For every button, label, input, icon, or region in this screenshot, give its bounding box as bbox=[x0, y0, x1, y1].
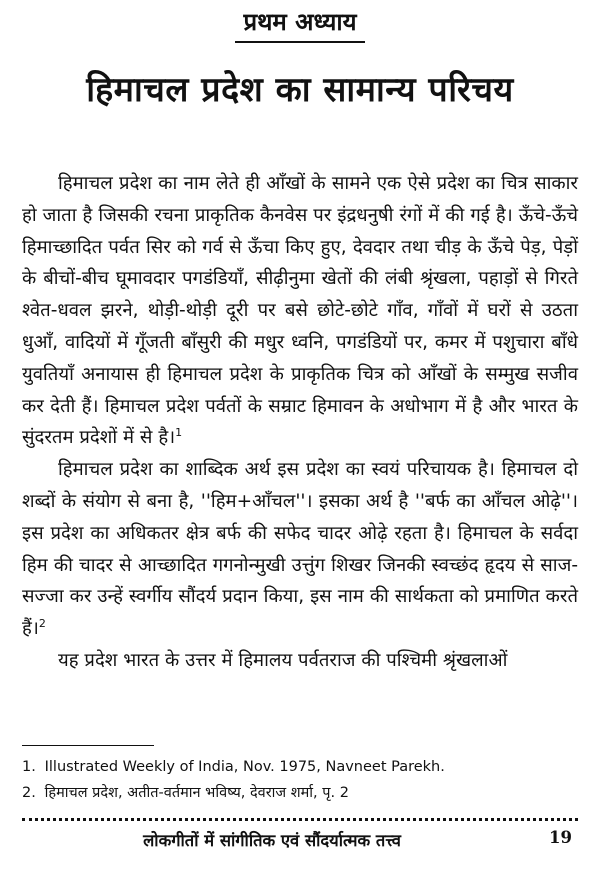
paragraph-3 bbox=[22, 645, 578, 677]
footnotes bbox=[22, 754, 578, 806]
book-title: लोकगीतों में सांगीतिक एवं सौंदर्यात्मक तत्त्व bbox=[143, 831, 401, 850]
paragraph-1 bbox=[22, 168, 578, 454]
paragraph-text: हिमाचल प्रदेश का नाम लेते ही आँखों के सामने एक ऐसे प्रदेश का चित्र साकार हो जाता है जिसकी रचना प्राकृतिक कैनवेस पर इंद्रधनुषी रंगों में की गई है। ऊँचे-ऊँचे हिमाच्छादित पर्वत सिर को गर्व से ऊँचा किए हुए, देवदार तथा चीड़ के ऊँचे पेड़, पेड़ों के बीचों-बीच घूमावदार पगडंडियाँ, सीढ़ीनुमा खेतों की लंबी श्रृंखला, पहाड़ों से गिरते श्वेत-धवल झरने, थोड़ी-थोड़ी दूरी पर बसे छोटे-छोटे गाँव, गाँवों में घरों से उठता धुआँ, वादियों में गूँजती बाँसुरी की मधुर ध्वनि, पगडंडियों पर, कमर में पशुचारा बाँधे युवतियाँ अनायास ही हिमाचल प्रदेश के प्राकृतिक चित्र को आँखों के सम्मुख सजीव कर देती हैं। हिमाचल प्रदेश पर्वतों के सम्राट हिमावन के अधोभाग में है और भारत के सुंदरतम प्रदेशों में से है। bbox=[22, 173, 578, 449]
footnote-text: Illustrated Weekly of India, Nov. 1975, Navneet Parekh. bbox=[44, 759, 445, 775]
paragraph-text: हिमाचल प्रदेश का शाब्दिक अर्थ इस प्रदेश का स्वयं परिचायक है। हिमाचल दो शब्दों के संयोग से बना है, ''हिम+आँचल''। इसका अर्थ है ''बर्फ का आँचल ओढ़े''। इस प्रदेश का अधिकतर क्षेत्र बर्फ की सफेद चादर ओढ़े रहता है। हिमाचल के सर्वदा हिम की चादर से आच्छादित गगनोन्मुखी उत्तुंग शिखर जिनकी स्वच्छंद हृदय से साज-सज्जा कर उन्हें स्वर्गीय सौंदर्य प्रदान किया, इस नाम की सार्थकता को प्रमाणित करते हैं। bbox=[22, 459, 578, 640]
page-number: 19 bbox=[549, 828, 572, 847]
footnote-2 bbox=[22, 780, 578, 806]
footnote-divider bbox=[22, 745, 154, 746]
chapter-title: हिमाचल प्रदेश का सामान्य परिचय bbox=[86, 70, 514, 110]
chapter-label-text: प्रथम अध्याय bbox=[235, 8, 364, 43]
footnote-text: हिमाचल प्रदेश, अतीत-वर्तमान भविष्य, देवराज शर्मा, पृ. 2 bbox=[44, 785, 349, 801]
footnote-number: 1. bbox=[22, 759, 36, 775]
footnote-number: 2. bbox=[22, 785, 36, 801]
chapter-label bbox=[0, 8, 600, 43]
paragraph-2 bbox=[22, 454, 578, 645]
body-text bbox=[22, 168, 578, 677]
footnote-ref: 1 bbox=[175, 426, 183, 440]
footnote-1 bbox=[22, 754, 578, 780]
footnote-ref: 2 bbox=[38, 617, 46, 630]
footer-dotted-divider bbox=[22, 818, 578, 821]
paragraph-text: यह प्रदेश भारत के उत्तर में हिमालय पर्वतराज की पश्चिमी श्रृंखलाओं bbox=[58, 649, 508, 671]
